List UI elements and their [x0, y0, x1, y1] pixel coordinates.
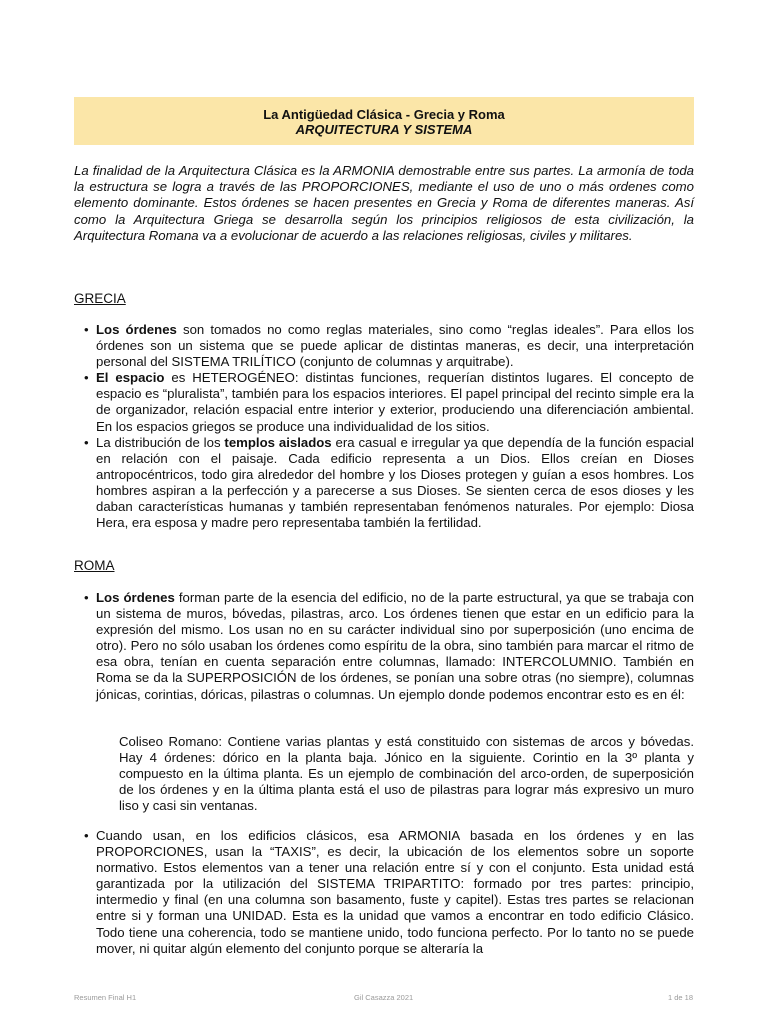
bullet-text: era casual e irregular ya que dependía de la función espacial en relación con el paisaje. Cada edificio representa a un Dios. Ellos creían en Dioses antropocéntricos, todo gira alrededor del hombre y los Dioses protegen y guían a esos hombres. Los hombres aspiran a la perfección y a parecerse a sus Dioses. Se sienten cerca de esos dioses y les daban características humanas y también representaban fenómenos naturales. Por ejemplo: Diosa Hera, era esposa y madre pero representaba también la fertilidad.: [96, 434, 694, 531]
bullet-text-pre: La distribución de los: [96, 434, 225, 450]
footer-page-number: 1 de 18: [668, 993, 694, 1002]
bullet-text: son tomados no como reglas materiales, sino como “reglas ideales”. Para ellos los órdenes son un sistema que se puede aplicar de distintas maneras, es decir, una interpretación personal del SISTEMA TRILÍTICO (conjunto de columnas y arquitrabe).: [96, 322, 694, 370]
list-item: [74, 322, 694, 370]
list-item: [74, 435, 694, 532]
bullet-bold-term: templos aislados: [224, 434, 332, 450]
bullet-text: es HETEROGÉNEO: distintas funciones, requerían distintos lugares. El concepto de espacio es “pluralista”, también para los espacios interiores. El papel principal del recinto simple era la de organizador, relación espacial entre interior y exterior, produciendo una diferenciación ambiental. En los espacios griegos se produce una individualidad de los sitios.: [96, 370, 694, 434]
roma-list-1: [74, 590, 694, 703]
section-heading-grecia: GRECIA: [74, 291, 126, 306]
list-item: [74, 370, 694, 434]
roma-list-2: [74, 828, 694, 957]
list-item: • Cuando usan, en los edificios clásicos, esa ARMONIA basada en los órdenes y en las PROPORCIONES, usan la “TAXIS”, es decir, la ubicación de los elementos sobre un soporte normativo. Estos elementos van a tener una relación entre sí y con el conjunto. Esta unidad está garantizada por la utilización del SISTEMA TRIPARTITO: formado por tres partes: principio, intermedio y final (en una columna son basamento, fuste y capitel). Estas tres partes se relacionan entre si y forman una UNIDAD. Esta es la unidad que vamos a encontrar en todo edificio Clásico. Todo tiene una coherencia, todo se mantiene unido, todo funciona perfecto. Por lo tanto no se puede mover, ni quitar algún elemento del conjunto porque se alteraría la: [74, 828, 694, 957]
intro-paragraph: La finalidad de la Arquitectura Clásica es la ARMONIA demostrable entre sus partes. La armonía de toda la estructura se logra a través de las PROPORCIONES, mediante el uso de uno o más ordenes como elemento dominante. Estos órdenes se hacen presentes en Grecia y Roma de diferentes maneras. Así como la Arquitectura Griega se desarrolla según los principios religiosos de esta civilización, la Arquitectura Romana va a evolucionar de acuerdo a las relaciones religiosas, civiles y militares.: [74, 163, 694, 243]
title-box: [74, 97, 694, 145]
coliseo-example-paragraph: Coliseo Romano: Contiene varias plantas y está constituido con sistemas de arcos y bóvedas. Hay 4 órdenes: dórico en la planta baja. Jónico en la siguiente. Corintio en la 3º planta y compuesto en la última planta. Es un ejemplo de combinación del arco-orden, de superposición de los órdenes y en la última planta está el uso de pilastras para lograr más expresivo un muro liso y casi sin ventanas.: [119, 734, 694, 814]
list-item: [74, 590, 694, 703]
grecia-list: [74, 322, 694, 531]
page-title: La Antigüedad Clásica - Grecia y Roma: [263, 107, 505, 122]
page-subtitle: ARQUITECTURA Y SISTEMA: [295, 122, 473, 137]
bullet-bold-term: Los órdenes: [96, 590, 175, 605]
bullet-text: forman parte de la esencia del edificio, no de la parte estructural, ya que se trabaja con un sistema de muros, bóvedas, pilastras, arco. Los órdenes tienen que estar en un edificio para la expresión del mismo. Los usan no en su carácter individual sino por superposición (uno encima de otro). Pero no sólo usaban los órdenes como espíritu de la obra, sino también para marcar el ritmo de esa obra, tenían en cuenta separación entre columnas, llamado: INTERCOLUMNIO. También en Roma se da la SUPERPOSICIÓN de los órdenes, se ponían una sobre otras (no siempre), columnas jónicas, corintias, dóricas, pilastras o columnas. Un ejemplo donde podemos encontrar esto es en él:: [96, 590, 694, 702]
footer-center: Gil Casazza 2021: [354, 993, 414, 1002]
section-heading-roma: ROMA: [74, 558, 115, 573]
bullet-bold-term: Los órdenes: [96, 322, 177, 337]
footer-left: Resumen Final H1: [74, 993, 137, 1002]
bullet-bold-term: El espacio: [96, 370, 165, 386]
